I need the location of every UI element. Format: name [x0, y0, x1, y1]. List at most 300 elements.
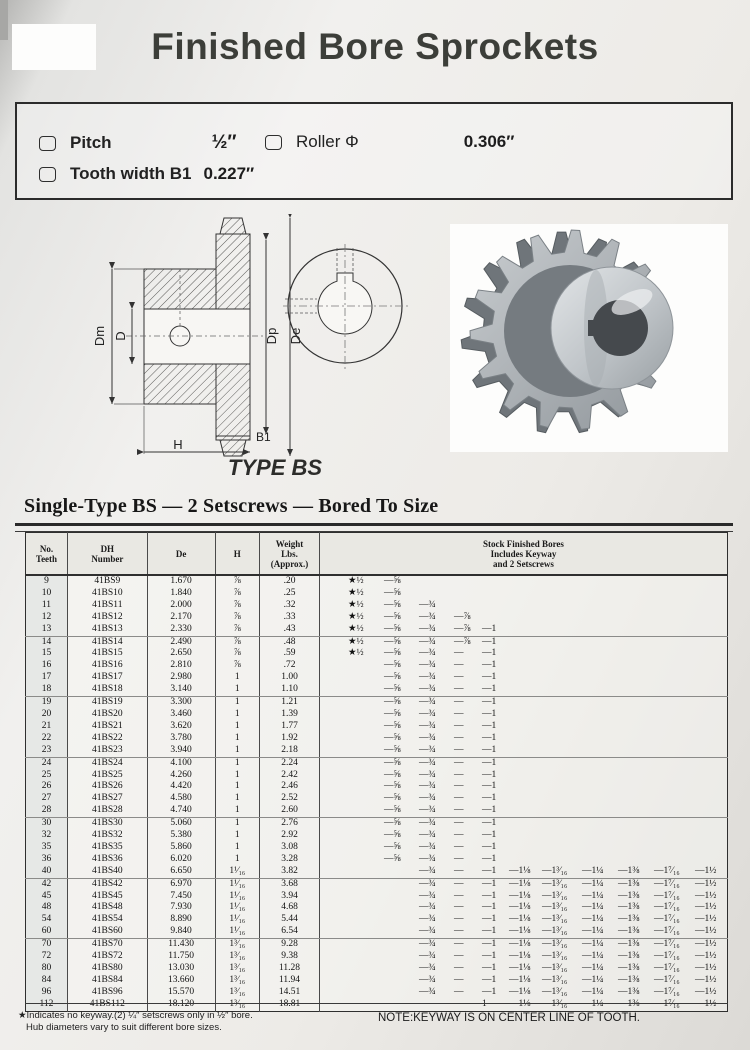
cell-weight: 1.92 [260, 733, 320, 745]
bore-size: —1⁷⁄₁₆ [653, 890, 680, 901]
cell-teeth: 40 [26, 866, 68, 878]
bore-size [582, 770, 618, 782]
cell-teeth: 60 [26, 926, 68, 938]
bore-size: —1 [481, 720, 497, 731]
table-row [26, 830, 728, 842]
table-row [26, 757, 728, 769]
bore-size [654, 770, 695, 782]
bore-size [419, 588, 454, 600]
bore-size [509, 660, 542, 672]
bore-size: — [453, 781, 464, 792]
bore-size: ★½ [347, 587, 364, 598]
bore-size: —1 [481, 951, 497, 962]
bore-size [384, 999, 419, 1011]
bores-list [320, 951, 727, 963]
bore-size [654, 612, 695, 624]
cell-h: 1 [215, 842, 260, 854]
bore-size [654, 697, 695, 709]
cell-de: 3.460 [147, 709, 215, 721]
cell-de: 3.300 [147, 697, 215, 709]
bore-size [384, 914, 419, 926]
header-line: and 2 Setscrews [493, 558, 554, 569]
dim-label-de: De [288, 327, 303, 345]
bore-size [348, 987, 384, 999]
bore-size: —¾ [418, 926, 436, 937]
cell-dh-number: 41BS21 [67, 721, 147, 733]
bore-size: —1⅜ [617, 865, 640, 876]
table-title: Single-Type BS — 2 Setscrews — Bored To Size [24, 495, 439, 517]
bore-size [454, 999, 482, 1011]
cell-dh-number: 41BS27 [67, 793, 147, 805]
bore-size [582, 684, 618, 696]
cell-h: ⅞ [215, 588, 260, 600]
bore-size [384, 926, 419, 938]
bore-size [618, 842, 654, 854]
cell-dh-number: 41BS42 [67, 878, 147, 890]
bore-size [654, 624, 695, 636]
checkbox-icon[interactable] [39, 136, 56, 151]
bore-size [695, 793, 727, 805]
bore-size: —¾ [418, 660, 436, 671]
bore-size [542, 793, 582, 805]
bore-size [509, 637, 542, 649]
cell-weight: 6.54 [260, 926, 320, 938]
bores-list [320, 770, 727, 782]
bore-size [582, 637, 618, 649]
bore-size [654, 637, 695, 649]
bore-size: — [453, 757, 464, 768]
bore-size [618, 684, 654, 696]
cell-weight: .43 [260, 624, 320, 636]
header-line: Stock Finished Bores [483, 538, 564, 549]
cell-dh-number: 41BS72 [67, 951, 147, 963]
cell-weight: 2.52 [260, 793, 320, 805]
bores-list [320, 637, 727, 649]
bore-size [384, 963, 419, 975]
bore-size: —1½ [694, 865, 717, 876]
bore-size [695, 770, 727, 782]
bores-list [320, 939, 727, 951]
cell-de: 2.000 [147, 600, 215, 612]
bore-size: —1 [481, 781, 497, 792]
bore-size [384, 975, 419, 987]
bores-list [320, 721, 727, 733]
page-title: Finished Bore Sprockets [151, 26, 599, 67]
bore-size [618, 818, 654, 830]
bore-size: —⅝ [383, 672, 401, 683]
bore-size: —1 [481, 986, 497, 997]
bore-size: — [453, 865, 464, 876]
table-row [26, 926, 728, 938]
bore-size [654, 709, 695, 721]
bore-size [384, 951, 419, 963]
cell-teeth: 36 [26, 854, 68, 866]
bore-size: —1³⁄₁₆ [541, 878, 568, 889]
table-row [26, 818, 728, 830]
cell-teeth: 32 [26, 830, 68, 842]
bore-size: —¾ [418, 939, 436, 950]
bore-size [348, 830, 384, 842]
cell-teeth: 42 [26, 878, 68, 890]
checkbox-icon[interactable] [39, 167, 56, 182]
bore-size [654, 684, 695, 696]
bore-size: —1 [481, 769, 497, 780]
cell-h: ⅞ [215, 648, 260, 660]
bore-size: —1½ [694, 878, 717, 889]
bore-size [695, 576, 727, 588]
bore-size: —1³⁄₁₆ [541, 865, 568, 876]
cell-bores [319, 745, 727, 757]
column-header [147, 533, 215, 576]
bore-size [542, 830, 582, 842]
table-row [26, 939, 728, 951]
bore-size [348, 879, 384, 891]
cell-de: 2.810 [147, 660, 215, 672]
cell-teeth: 96 [26, 987, 68, 999]
table-row [26, 963, 728, 975]
bore-size: —⅞ [453, 636, 471, 647]
bores-list [320, 891, 727, 903]
column-header [67, 533, 147, 576]
cell-teeth: 54 [26, 914, 68, 926]
bore-size: —1 [481, 963, 497, 973]
bore-size: —1½ [694, 890, 717, 901]
cell-weight: 3.08 [260, 842, 320, 854]
column-header [260, 533, 320, 576]
bore-size [348, 866, 384, 878]
bore-size [509, 588, 542, 600]
cell-weight: 3.28 [260, 854, 320, 866]
cell-h: 1³⁄₁₆ [215, 939, 260, 951]
cell-weight: 2.42 [260, 770, 320, 782]
cell-dh-number: 41BS60 [67, 926, 147, 938]
bore-size: —1 [481, 926, 497, 937]
bores-list [320, 830, 727, 842]
bore-size: — [453, 841, 464, 852]
cell-bores [319, 648, 727, 660]
cell-weight: 9.28 [260, 939, 320, 951]
bore-size: —⅝ [383, 660, 401, 671]
bore-size: —1¼ [581, 963, 604, 973]
cell-bores [319, 770, 727, 782]
bores-list [320, 854, 727, 866]
header-line: Includes Keyway [490, 548, 557, 559]
bore-size [654, 745, 695, 757]
bore-size: —1¼ [581, 914, 604, 925]
bore-size: —1⁷⁄₁₆ [653, 986, 680, 997]
pitch-value: ½″ [211, 132, 237, 153]
bore-size [348, 793, 384, 805]
cell-h: 1³⁄₁₆ [215, 975, 260, 987]
bore-size [348, 660, 384, 672]
cell-bores [319, 866, 727, 878]
bore-size: —⅝ [383, 830, 401, 841]
bore-size: —1⅛ [508, 986, 531, 997]
cell-teeth: 23 [26, 745, 68, 757]
bore-size: —1⅜ [617, 986, 640, 997]
bore-size: — [453, 951, 464, 962]
bore-size: —⅝ [383, 732, 401, 743]
table-body [26, 575, 728, 1011]
cell-h: ⅞ [215, 624, 260, 636]
bore-size [348, 891, 384, 903]
bore-size [582, 842, 618, 854]
bore-size: —1³⁄₁₆ [541, 926, 568, 937]
bore-size [618, 805, 654, 817]
bore-size [348, 999, 384, 1011]
bore-size [542, 697, 582, 709]
bore-size: —1⅛ [508, 865, 531, 876]
bore-size [384, 866, 419, 878]
bore-size [618, 781, 654, 793]
cell-teeth: 70 [26, 939, 68, 951]
cell-weight: 2.46 [260, 781, 320, 793]
bore-size: —1⁷⁄₁₆ [653, 878, 680, 889]
bore-size [509, 758, 542, 770]
cell-teeth: 30 [26, 818, 68, 830]
cell-h: 1³⁄₁₆ [215, 987, 260, 999]
bore-size [384, 987, 419, 999]
cell-h: ⅞ [215, 600, 260, 612]
cell-dh-number: 41BS24 [67, 757, 147, 769]
header-row [26, 533, 728, 576]
bore-size: —1 [481, 697, 497, 708]
bore-size [654, 805, 695, 817]
bore-size [542, 854, 582, 866]
cell-h: 1 [215, 697, 260, 709]
table-bottom-rule [25, 1003, 728, 1004]
table-row [26, 684, 728, 696]
cell-bores [319, 805, 727, 817]
cell-de: 7.450 [147, 891, 215, 903]
bore-size: —¾ [418, 672, 436, 683]
cell-h: 1¹⁄₁₆ [215, 891, 260, 903]
bore-size: —¾ [418, 744, 436, 755]
table-row [26, 951, 728, 963]
bore-size: —1½ [694, 986, 717, 997]
tooth-width-label: Tooth width B1 [70, 164, 192, 183]
bores-list [320, 879, 727, 891]
bore-size: — [453, 684, 464, 695]
bore-size: — [453, 926, 464, 937]
bore-size [542, 770, 582, 782]
header-line: Weight [275, 538, 304, 549]
bore-size [348, 709, 384, 721]
bore-size [454, 576, 482, 588]
cell-bores [319, 854, 727, 866]
cell-h: 1¹⁄₁₆ [215, 914, 260, 926]
bore-size [654, 854, 695, 866]
cell-bores [319, 624, 727, 636]
spec-box [15, 102, 733, 200]
bores-list [320, 914, 727, 926]
cell-bores [319, 963, 727, 975]
bores-list [320, 745, 727, 757]
cell-weight: .20 [260, 575, 320, 588]
bore-size [695, 818, 727, 830]
cell-bores [319, 709, 727, 721]
bore-size: —⅝ [383, 648, 401, 659]
bore-size: —1⅛ [508, 914, 531, 925]
cell-dh-number: 41BS25 [67, 770, 147, 782]
bore-size [695, 612, 727, 624]
bores-list [320, 842, 727, 854]
bore-size [348, 914, 384, 926]
bore-size [695, 733, 727, 745]
bore-size: —1⁷⁄₁₆ [653, 963, 680, 973]
bore-size [348, 770, 384, 782]
bores-list [320, 926, 727, 938]
cell-h: 1 [215, 805, 260, 817]
cell-h: 1 [215, 745, 260, 757]
cell-teeth: 12 [26, 612, 68, 624]
bore-size: —1⅜ [617, 914, 640, 925]
cell-weight: .59 [260, 648, 320, 660]
cell-bores [319, 830, 727, 842]
cell-weight: 9.38 [260, 951, 320, 963]
cell-h: 1¹⁄₁₆ [215, 926, 260, 938]
bore-size [582, 854, 618, 866]
bore-size [348, 781, 384, 793]
spec-pitch [39, 132, 237, 154]
bore-size: —1¼ [581, 986, 604, 997]
checkbox-icon[interactable] [265, 135, 282, 150]
dim-label-h: H [173, 437, 183, 452]
bore-size [695, 745, 727, 757]
bore-size: —¾ [418, 841, 436, 852]
bore-size [582, 781, 618, 793]
bore-size: — [453, 853, 464, 864]
bore-size [654, 793, 695, 805]
bores-list [320, 697, 727, 709]
cell-weight: 3.94 [260, 891, 320, 903]
bore-size [509, 770, 542, 782]
bore-size: — [453, 878, 464, 889]
bore-size [618, 721, 654, 733]
bore-size: —⅝ [383, 793, 401, 804]
cell-weight: 1.21 [260, 697, 320, 709]
bore-size: —¾ [418, 914, 436, 925]
cell-teeth: 13 [26, 624, 68, 636]
bore-size: — [453, 660, 464, 671]
bore-size [482, 576, 509, 588]
bore-size [348, 939, 384, 951]
table-row [26, 660, 728, 672]
cell-de: 4.260 [147, 770, 215, 782]
bore-size [509, 672, 542, 684]
cell-dh-number: 41BS80 [67, 963, 147, 975]
bores-list [320, 866, 727, 878]
cell-h: 1 [215, 818, 260, 830]
cell-teeth: 72 [26, 951, 68, 963]
bore-size [509, 721, 542, 733]
spec-roller [265, 132, 514, 152]
cross-section-drawing [66, 214, 311, 464]
bore-size: —1¼ [581, 890, 604, 901]
bore-size [695, 648, 727, 660]
bore-size: — [453, 720, 464, 731]
bore-size [582, 818, 618, 830]
cell-de: 3.780 [147, 733, 215, 745]
cell-de: 3.940 [147, 745, 215, 757]
bores-list [320, 648, 727, 660]
cell-dh-number: 41BS15 [67, 648, 147, 660]
bore-size: —1¼ [581, 974, 604, 985]
title-rule [15, 523, 733, 532]
bore-size [618, 830, 654, 842]
bore-size: —1³⁄₁₆ [541, 939, 568, 950]
cell-teeth: 21 [26, 721, 68, 733]
cell-teeth: 80 [26, 963, 68, 975]
cell-de: 4.420 [147, 781, 215, 793]
cell-de: 9.840 [147, 926, 215, 938]
bore-size [454, 588, 482, 600]
bore-size [509, 697, 542, 709]
cell-bores [319, 636, 727, 648]
cell-de: 4.580 [147, 793, 215, 805]
bore-size [695, 637, 727, 649]
bore-size: —1¼ [581, 998, 604, 1009]
bore-size [695, 624, 727, 636]
cell-dh-number: 41BS19 [67, 697, 147, 709]
cell-weight: .25 [260, 588, 320, 600]
bore-size [384, 939, 419, 951]
cell-dh-number: 41BS84 [67, 975, 147, 987]
tooth-width-value: 0.227″ [203, 164, 255, 183]
bore-size [695, 660, 727, 672]
spec-tooth-width [39, 164, 254, 184]
bore-size [542, 600, 582, 612]
cell-dh-number: 41BS14 [67, 636, 147, 648]
bore-size: —1⅜ [617, 902, 640, 913]
cell-de: 1.840 [147, 588, 215, 600]
bore-size: —1½ [694, 914, 717, 925]
cell-bores [319, 697, 727, 709]
bore-size [348, 684, 384, 696]
bore-size [695, 805, 727, 817]
bore-size [582, 660, 618, 672]
table-row [26, 575, 728, 588]
bore-size [348, 733, 384, 745]
bore-size: —⅝ [383, 697, 401, 708]
cell-de: 2.490 [147, 636, 215, 648]
bore-size: —⅝ [383, 587, 401, 598]
column-header [319, 533, 727, 576]
bore-size: —1⅛ [508, 939, 531, 950]
bore-size: —1 [481, 805, 497, 816]
bore-size: —1 [481, 648, 497, 659]
bore-size: —¾ [418, 793, 436, 804]
bore-size: —1⁷⁄₁₆ [653, 974, 680, 985]
cell-h: 1 [215, 709, 260, 721]
bore-size [618, 624, 654, 636]
bore-size: —⅝ [383, 841, 401, 852]
bores-list [320, 805, 727, 817]
bore-size [582, 830, 618, 842]
bore-size: —¾ [418, 951, 436, 962]
cell-dh-number: 41BS28 [67, 805, 147, 817]
bore-size: —¾ [418, 623, 436, 634]
bore-size: —1⁷⁄₁₆ [653, 902, 680, 913]
bore-size: 1 [481, 998, 487, 1009]
bore-size [618, 576, 654, 588]
bore-size [618, 793, 654, 805]
cell-dh-number: 41BS32 [67, 830, 147, 842]
cell-teeth: 26 [26, 781, 68, 793]
cell-h: 1 [215, 721, 260, 733]
cell-bores [319, 721, 727, 733]
bore-size [542, 745, 582, 757]
